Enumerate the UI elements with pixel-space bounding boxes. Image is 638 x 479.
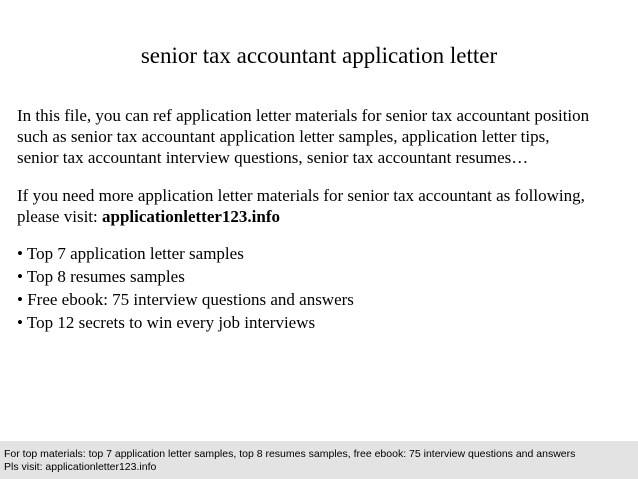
visit-paragraph [17, 185, 629, 227]
footer-banner [0, 441, 638, 479]
list-item: • Free ebook: 75 interview questions and answers [17, 290, 354, 309]
intro-line: such as senior tax accountant application letter samples, application letter tips, [17, 127, 550, 146]
visit-prefix: please visit: [17, 207, 102, 226]
footer-line: For top materials: top 7 application letter samples, top 8 resumes samples, free ebook: 75 interview questions and answers [4, 448, 576, 460]
intro-line: In this file, you can ref application letter materials for senior tax accountant position [17, 106, 590, 125]
intro-paragraph [17, 105, 629, 168]
bullet-list [17, 242, 354, 334]
list-item: • Top 8 resumes samples [17, 267, 185, 286]
visit-link[interactable]: applicationletter123.info [101, 207, 280, 226]
footer-line: Pls visit: applicationletter123.info [4, 461, 157, 473]
page-title: senior tax accountant application letter [140, 43, 498, 68]
visit-line: If you need more application letter materials for senior tax accountant as following, [17, 186, 585, 205]
list-item: • Top 12 secrets to win every job interviews [17, 313, 316, 332]
visit-line-2 [17, 206, 629, 227]
list-item: • Top 7 application letter samples [17, 244, 244, 263]
intro-line: senior tax accountant interview questions, senior tax accountant resumes… [17, 148, 529, 167]
